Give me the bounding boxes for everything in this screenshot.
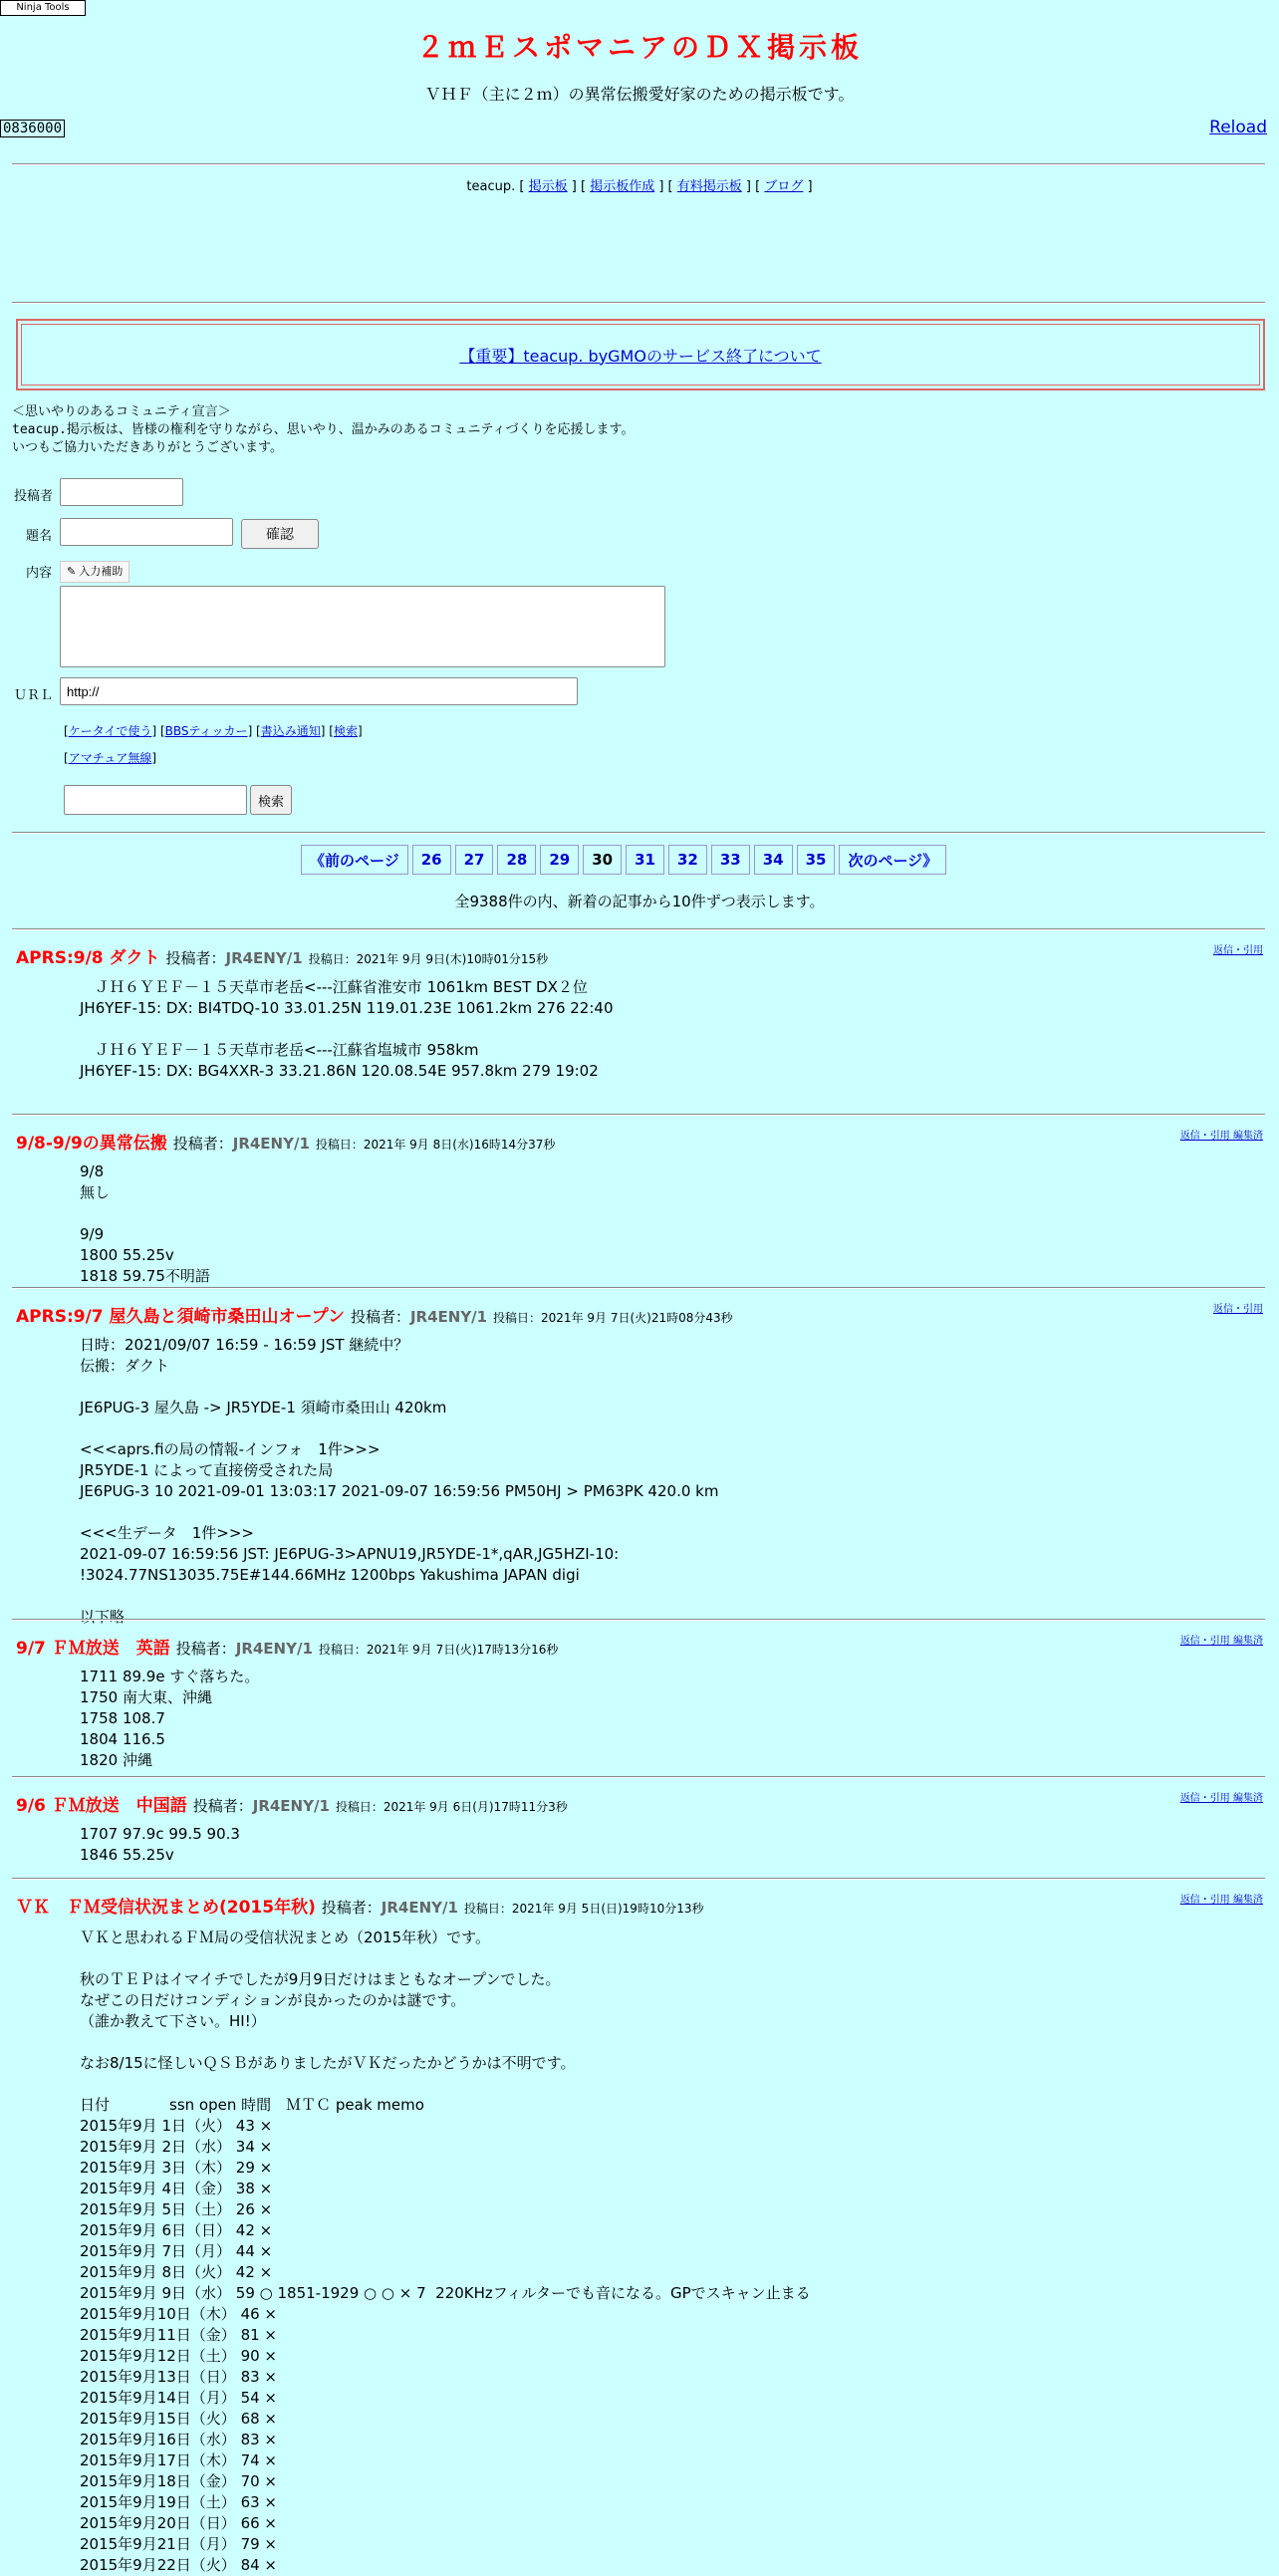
page-link[interactable]: 31 [626,845,664,875]
reply-quote-link[interactable]: 返信・引用 編集済 [1179,1636,1263,1647]
post-header [16,1893,704,1918]
search-link[interactable]: 検索 [333,724,358,738]
reload-link[interactable]: Reload [1209,118,1267,137]
post-actions[interactable] [1180,1632,1263,1647]
post-actions[interactable] [1180,1789,1263,1804]
author-label: 投稿者 [14,489,54,504]
post-date: 投稿日：2021年 9月 9日(木)10時01分15秒 [308,952,549,966]
board-title: ２ｍＥスポマニアのＤＸ掲示板 [415,31,863,64]
assist-label: 入力補助 [79,565,124,578]
post-title: APRS:9/8 ダクト [16,948,160,968]
confirm-button[interactable]: 確認 [241,519,319,549]
post-author: JR4ENY/1 [225,949,303,967]
reply-quote-link[interactable]: 返信・引用 [1213,1304,1263,1315]
current-page: 30 [583,845,622,875]
divider [12,302,1265,304]
page-link[interactable]: 34 [754,845,793,875]
post-actions[interactable] [1180,1127,1263,1142]
post-header [16,1791,568,1816]
post-author-label: 投稿者： [350,1308,410,1326]
ninja-tools-badge[interactable]: Ninja Tools [0,0,86,16]
subject-input[interactable] [60,518,233,546]
post-actions[interactable] [1213,941,1263,956]
post-author-label: 投稿者： [175,1640,236,1658]
page-link[interactable]: 27 [455,845,494,875]
post-notify-link[interactable]: 書込み通知 [260,724,321,738]
community-text: teacup.掲示板は、皆様の権利を守りながら、思いやり、温かみのあるコミュニティづくりを応援します。 [12,422,635,437]
post-title: APRS:9/7 屋久島と須崎市桑田山オープン [16,1307,346,1327]
post-title: 9/8-9/9の異常伝搬 [16,1134,167,1154]
author-input[interactable] [60,478,183,506]
search-input[interactable] [64,785,247,815]
content-label: 内容 [26,566,53,581]
divider [12,1114,1265,1116]
post-date: 投稿日：2021年 9月 6日(月)17時11分3秒 [335,1800,568,1814]
post-author-label: 投稿者： [192,1797,253,1815]
post-date: 投稿日：2021年 9月 7日(火)17時13分16秒 [318,1643,559,1657]
post-header [16,1129,555,1154]
nav-link-bbs[interactable]: 掲示板 [528,179,568,194]
pen-icon: ✎ [67,565,77,578]
post-body: ＪＨ６ＹＥＦ－１５天草市老岳<---江蘇省淮安市 1061km BEST DX２位 JH6YEF-15: DX: BI4TDQ-10 33.01.25N 119.01.23E 1061.2km 276 22:40 ＪＨ６ＹＥＦ－１５天草市老岳<---江蘇省塩城市 958km JH6YEF-15: DX: BG4XXR-3 33.21.86N 120.08.54E 957.8km 279 19:02 [80,978,614,1080]
form-links-row-2: [アマチュア無線] [64,751,157,765]
post-header [16,943,548,968]
post-date: 投稿日：2021年 9月 7日(火)21時08分43秒 [493,1311,733,1325]
service-end-notice-link[interactable]: 【重要】teacup. byGMOのサービス終了について [459,346,822,366]
post-header [16,1302,733,1327]
page-link[interactable]: 28 [497,845,536,875]
nav-link-create-bbs[interactable]: 掲示板作成 [590,179,655,194]
nav-sep: ] [ [571,179,587,194]
nav-sep: ] [ [745,179,761,194]
url-label: ＵＲＬ [14,688,54,703]
access-counter: 0836000 [0,120,65,137]
post-header [16,1634,558,1659]
post-actions[interactable] [1180,1891,1263,1906]
reply-quote-link[interactable]: 返信・引用 編集済 [1179,1895,1263,1906]
post-author: JR4ENY/1 [381,1899,458,1917]
post-author: JR4ENY/1 [252,1797,330,1815]
divider [12,832,1265,834]
post-author-label: 投稿者： [165,949,226,967]
post-title: 9/7 ＦＭ放送 英語 [16,1639,170,1659]
page-link[interactable]: 26 [412,845,451,875]
divider [12,1776,1265,1778]
amateur-radio-link[interactable]: アマチュア無線 [68,751,152,765]
nav-link-blog[interactable]: ブログ [764,179,804,194]
post-body: ＶＫと思われるＦＭ局の受信状況まとめ（2015年秋）です。 秋のＴＥＰはイマイチでしたが9月9日だけはまともなオープンでした。 なぜこの日だけコンディションが良かったのかは謎です。 （誰か教えて下さい。HI!） なお8/15に怪しいＱＳＢがありましたがＶＫだったかどうかは不明です。 日付 ssn open 時間 ＭＴＣ peak memo 2015年9月 1日（火） 43 × 2015年9月 2日（水） 34 × 2015年9月 3日（木） 29 × 2015年9月 4日（金） 38 × 2015年9月 5日（土） 26 × 2015年9月 6日（日） 42 × 2015年9月 7日（月） 44 × 2015年9月 8日（火） 42 × 2015年9月 9日（水） 59 ○ 1851-1929 ○ ○ × 7 220KHzフィルターでも音になる。GPでスキャン止まる 2015年9月10日（木） 46 × 2015年9月11日（金） 81 × 2015年9月12日（土） 90 × 2015年9月13日（日） 83 × 2015年9月14日（月） 54 × 2015年9月15日（火） 68 × 2015年9月16日（水） 83 × 2015年9月17日（木） 74 × 2015年9月18日（金） 70 × 2015年9月19日（土） 63 × 2015年9月20日（日） 66 × 2015年9月21日（月） 79 × 2015年9月22日（火） 84 × [80,1929,811,2574]
post-count-summary: 全9388件の内、新着の記事から10件ずつ表示します。 [454,893,825,910]
post-date: 投稿日：2021年 9月 5日(日)19時10分13秒 [463,1902,704,1916]
post-title: 9/6 ＦＭ放送 中国語 [16,1796,187,1816]
divider [12,1619,1265,1621]
nav-suffix: ] [807,179,813,194]
nav-sep: ] [ [658,179,673,194]
post-author-label: 投稿者： [172,1135,233,1153]
reply-quote-link[interactable]: 返信・引用 編集済 [1179,1793,1263,1804]
divider [12,163,1265,165]
teacup-nav [0,175,1279,194]
reply-quote-link[interactable]: 返信・引用 編集済 [1179,1131,1263,1142]
post-author: JR4ENY/1 [235,1640,313,1658]
url-input[interactable]: http:// [60,677,578,705]
page-link[interactable]: 29 [540,845,579,875]
community-declaration [12,403,634,457]
form-links-row: [ケータイで使う] [BBSティッカー] [書込み通知] [検索] [64,724,363,738]
post-date: 投稿日：2021年 9月 8日(水)16時14分37秒 [315,1138,556,1152]
page-link[interactable]: 32 [668,845,707,875]
reply-quote-link[interactable]: 返信・引用 [1213,945,1263,956]
board-subtitle: ＶＨＦ（主に２ｍ）の異常伝搬愛好家のための掲示板です。 [424,85,855,104]
page-link[interactable]: 35 [797,845,836,875]
subject-label: 題名 [26,529,53,544]
post-actions[interactable] [1213,1300,1263,1315]
service-notice-box [16,319,1265,390]
divider [12,1878,1265,1880]
search-button[interactable]: 検索 [250,785,292,815]
nav-link-paid-bbs[interactable]: 有料掲示板 [676,179,742,194]
post-body: 1707 97.9c 99.5 90.3 1846 55.25v [80,1825,240,1864]
bbs-ticker-link[interactable]: BBSティッカー [164,724,248,738]
post-author: JR4ENY/1 [232,1135,310,1153]
divider [12,928,1265,930]
nav-prefix: teacup. [ [466,179,525,194]
mobile-link[interactable]: ケータイで使う [68,724,152,738]
post-title: ＶＫ ＦＭ受信状況まとめ(2015年秋) [16,1898,316,1918]
post-body: 9/8 無し 9/9 1800 55.25v 1818 59.75不明語 [80,1162,210,1285]
next-page-button[interactable]: 次のページ》 [839,845,946,875]
post-author: JR4ENY/1 [409,1308,488,1326]
input-assist-button[interactable] [60,561,129,583]
content-textarea[interactable] [60,586,665,667]
divider [12,1287,1265,1289]
community-heading: ＜思いやりのあるコミュニティ宣言＞ [12,404,231,419]
page-link[interactable]: 33 [711,845,750,875]
pagination [301,845,946,875]
prev-page-button[interactable]: 《前のページ [301,845,408,875]
community-thanks: いつもご協力いただきありがとうございます。 [12,440,283,455]
post-body: 1711 89.9e すぐ落ちた。 1750 南大東、沖縄 1758 108.7 1804 116.5 1820 沖縄 [80,1668,260,1769]
post-author-label: 投稿者： [321,1899,382,1917]
post-body: 日時：2021/09/07 16:59 - 16:59 JST 継続中？ 伝搬：ダクト JE6PUG-3 屋久島 -> JR5YDE-1 須崎市桑田山 420km <<<aprs.fiの局の情報-インフォ 1件>>> JR5YDE-1 によって直接傍受された局 JE6PUG-3 10 2021-09-01 13:03:17 2021-09-07 16:59:56 PM50HJ > PM63PK 420.0 km <<<生データ 1件>>> 2021-09-07 16:59:56 JST: JE6PUG-3>APNU19,JR5YDE-1*,qAR,JG5HZI-10: !3024.77NS13035.75E#144.66MHz 1200bps Yakushima JAPAN digi 以下略 [80,1336,719,1626]
